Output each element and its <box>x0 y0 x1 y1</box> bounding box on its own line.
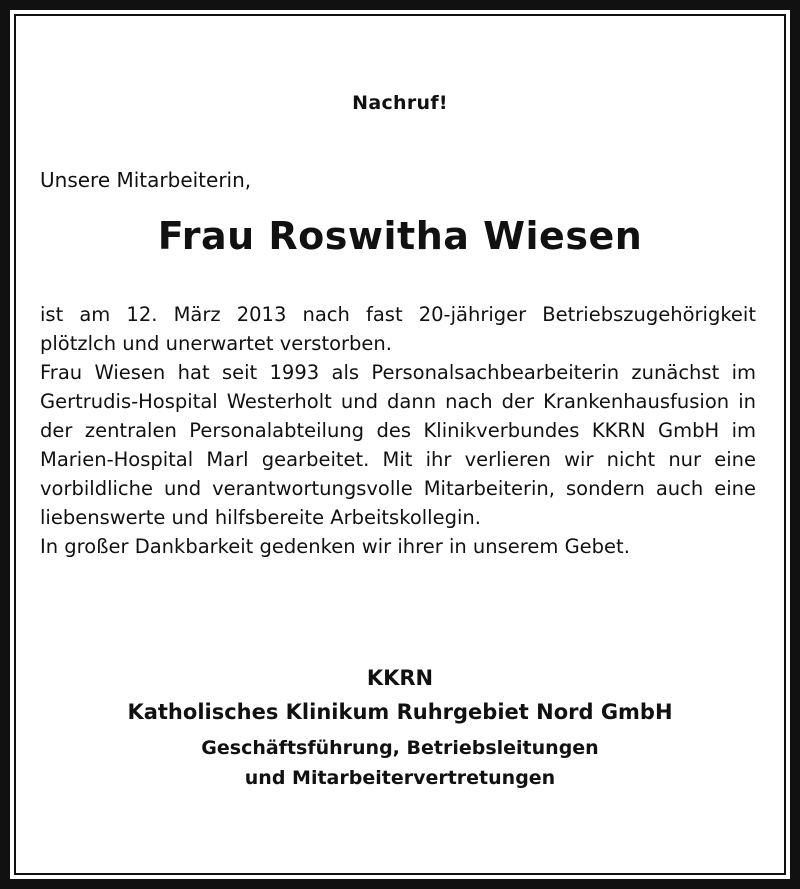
body-paragraph-2: Frau Wiesen hat seit 1993 als Personalsachbearbeiterin zunächst im Gertrudis-Hospital Westerholt und dann nach der Krankenhausfusion in der zentralen Personalabteilung des Klinikverbundes KKRN GmbH im Marien-Hospital Marl gearbeitet. Mit ihr verlieren wir nicht nur eine vorbildliche und verantwortungsvolle Mitarbeiterin, sondern auch eine liebenswerte und hilfsbereite Arbeitskollegin. <box>40 361 756 529</box>
obituary-notice <box>40 0 760 889</box>
body-paragraph-1: ist am 12. März 2013 nach fast 20-jähriger Betriebszugehörigkeit plötzlch und unerwartet verstorben. <box>40 303 756 355</box>
org-abbreviation: KKRN <box>366 666 434 690</box>
signers-line-2: und Mitarbeitervertretungen <box>244 767 556 789</box>
deceased-name: Frau Roswitha Wiesen <box>157 214 643 258</box>
salutation: Unsere Mitarbeiterin, <box>40 168 252 192</box>
notice-heading: Nachruf! <box>352 92 448 114</box>
body-paragraph-3: In großer Dankbarkeit gedenken wir ihrer in unserem Gebet. <box>40 535 630 558</box>
signers <box>40 733 760 793</box>
org-name: Katholisches Klinikum Ruhrgebiet Nord GmbH <box>127 700 673 724</box>
signature-block <box>40 661 760 793</box>
signers-line-1: Geschäftsführung, Betriebsleitungen <box>201 737 599 759</box>
notice-body <box>40 300 756 561</box>
